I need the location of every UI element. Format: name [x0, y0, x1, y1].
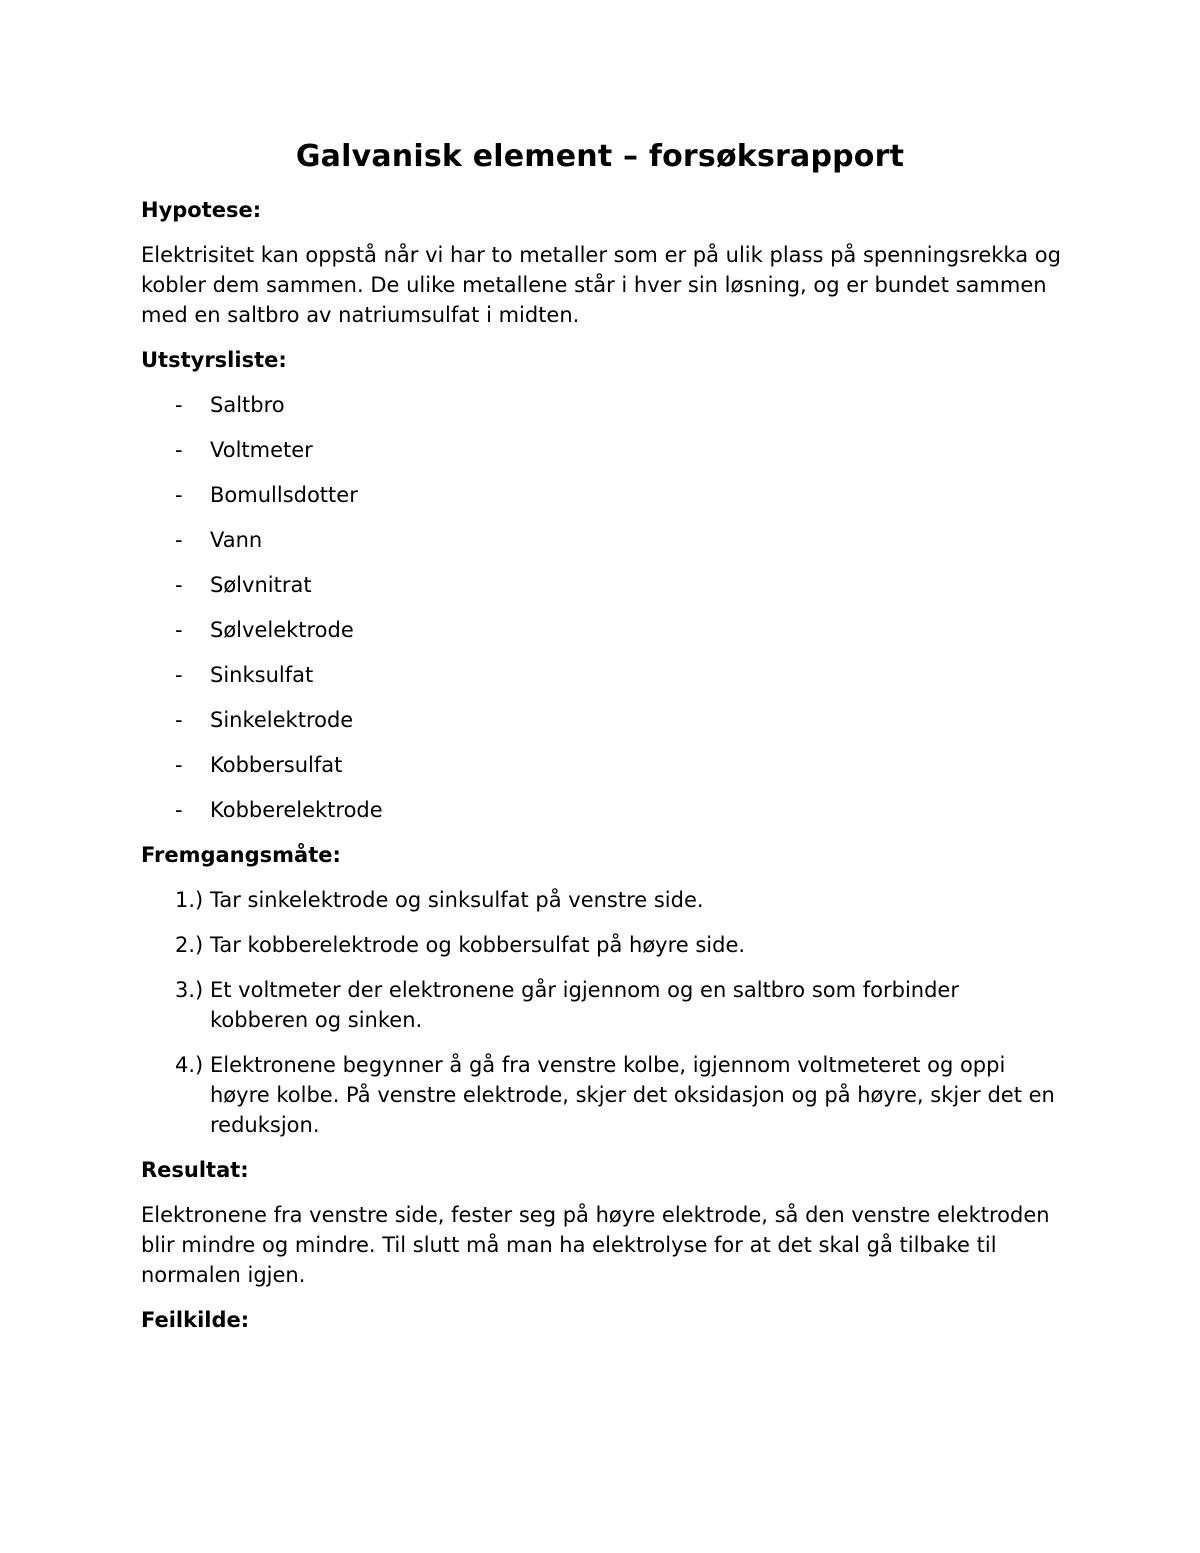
- list-item-text: Voltmeter: [210, 438, 313, 462]
- procedure-step: [141, 1050, 1061, 1140]
- list-bullet: -: [175, 573, 183, 597]
- list-item: [141, 615, 1061, 645]
- procedure-step: [141, 975, 1061, 1035]
- equipment-list: [141, 390, 1061, 825]
- list-bullet: -: [175, 753, 183, 777]
- document-page: [141, 130, 1061, 1335]
- section-heading-resultat: Resultat:: [141, 1158, 249, 1182]
- step-text: Elektronene begynner å gå fra venstre kolbe, igjennom voltmeteret og oppi høyre kolbe. På venstre elektrode, skjer det oksidasjon og på høyre, skjer det en reduksjon.: [210, 1053, 1055, 1137]
- section-heading-hypotese: Hypotese:: [141, 198, 262, 222]
- list-bullet: -: [175, 618, 183, 642]
- section-heading-fremgangsmate: Fremgangsmåte:: [141, 843, 341, 867]
- section-heading-utstyrsliste: Utstyrsliste:: [141, 348, 287, 372]
- step-text: Tar kobberelektrode og kobbersulfat på høyre side.: [210, 933, 746, 957]
- step-text: Et voltmeter der elektronene går igjennom og en saltbro som forbinder kobberen og sinken.: [210, 978, 959, 1032]
- list-item-text: Sølvnitrat: [210, 573, 312, 597]
- list-item: [141, 795, 1061, 825]
- list-item: [141, 435, 1061, 465]
- resultat-paragraph: Elektronene fra venstre side, fester seg på høyre elektrode, så den venstre elektroden blir mindre og mindre. Til slutt må man ha elektrolyse for at det skal gå tilbake til normalen igjen.: [141, 1203, 1050, 1287]
- procedure-list: [141, 885, 1061, 1140]
- list-item-text: Kobberelektrode: [210, 798, 383, 822]
- list-item-text: Kobbersulfat: [210, 753, 343, 777]
- list-bullet: -: [175, 708, 183, 732]
- section-heading-feilkilde: Feilkilde:: [141, 1308, 250, 1332]
- list-item-text: Bomullsdotter: [210, 483, 358, 507]
- list-item: [141, 705, 1061, 735]
- list-item: [141, 570, 1061, 600]
- step-number: 4.): [175, 1053, 204, 1077]
- list-bullet: -: [175, 528, 183, 552]
- list-item-text: Sinkelektrode: [210, 708, 354, 732]
- hypotese-paragraph: Elektrisitet kan oppstå når vi har to metaller som er på ulik plass på spenningsrekka og kobler dem sammen. De ulike metallene står i hver sin løsning, og er bundet sammen med en saltbro av natriumsulfat i midten.: [141, 243, 1061, 327]
- list-item: [141, 480, 1061, 510]
- list-item: [141, 525, 1061, 555]
- step-number: 1.): [175, 888, 204, 912]
- list-item: [141, 390, 1061, 420]
- list-item-text: Saltbro: [210, 393, 285, 417]
- list-item-text: Sølvelektrode: [210, 618, 354, 642]
- list-bullet: -: [175, 663, 183, 687]
- step-text: Tar sinkelektrode og sinksulfat på venstre side.: [210, 888, 704, 912]
- list-bullet: -: [175, 798, 183, 822]
- document-title: Galvanisk element – forsøksrapport: [295, 139, 905, 174]
- list-item-text: Sinksulfat: [210, 663, 314, 687]
- list-bullet: -: [175, 393, 183, 417]
- list-bullet: -: [175, 438, 183, 462]
- procedure-step: [141, 930, 1061, 960]
- step-number: 2.): [175, 933, 204, 957]
- list-item: [141, 750, 1061, 780]
- list-item-text: Vann: [210, 528, 263, 552]
- procedure-step: [141, 885, 1061, 915]
- list-item: [141, 660, 1061, 690]
- list-bullet: -: [175, 483, 183, 507]
- step-number: 3.): [175, 978, 204, 1002]
